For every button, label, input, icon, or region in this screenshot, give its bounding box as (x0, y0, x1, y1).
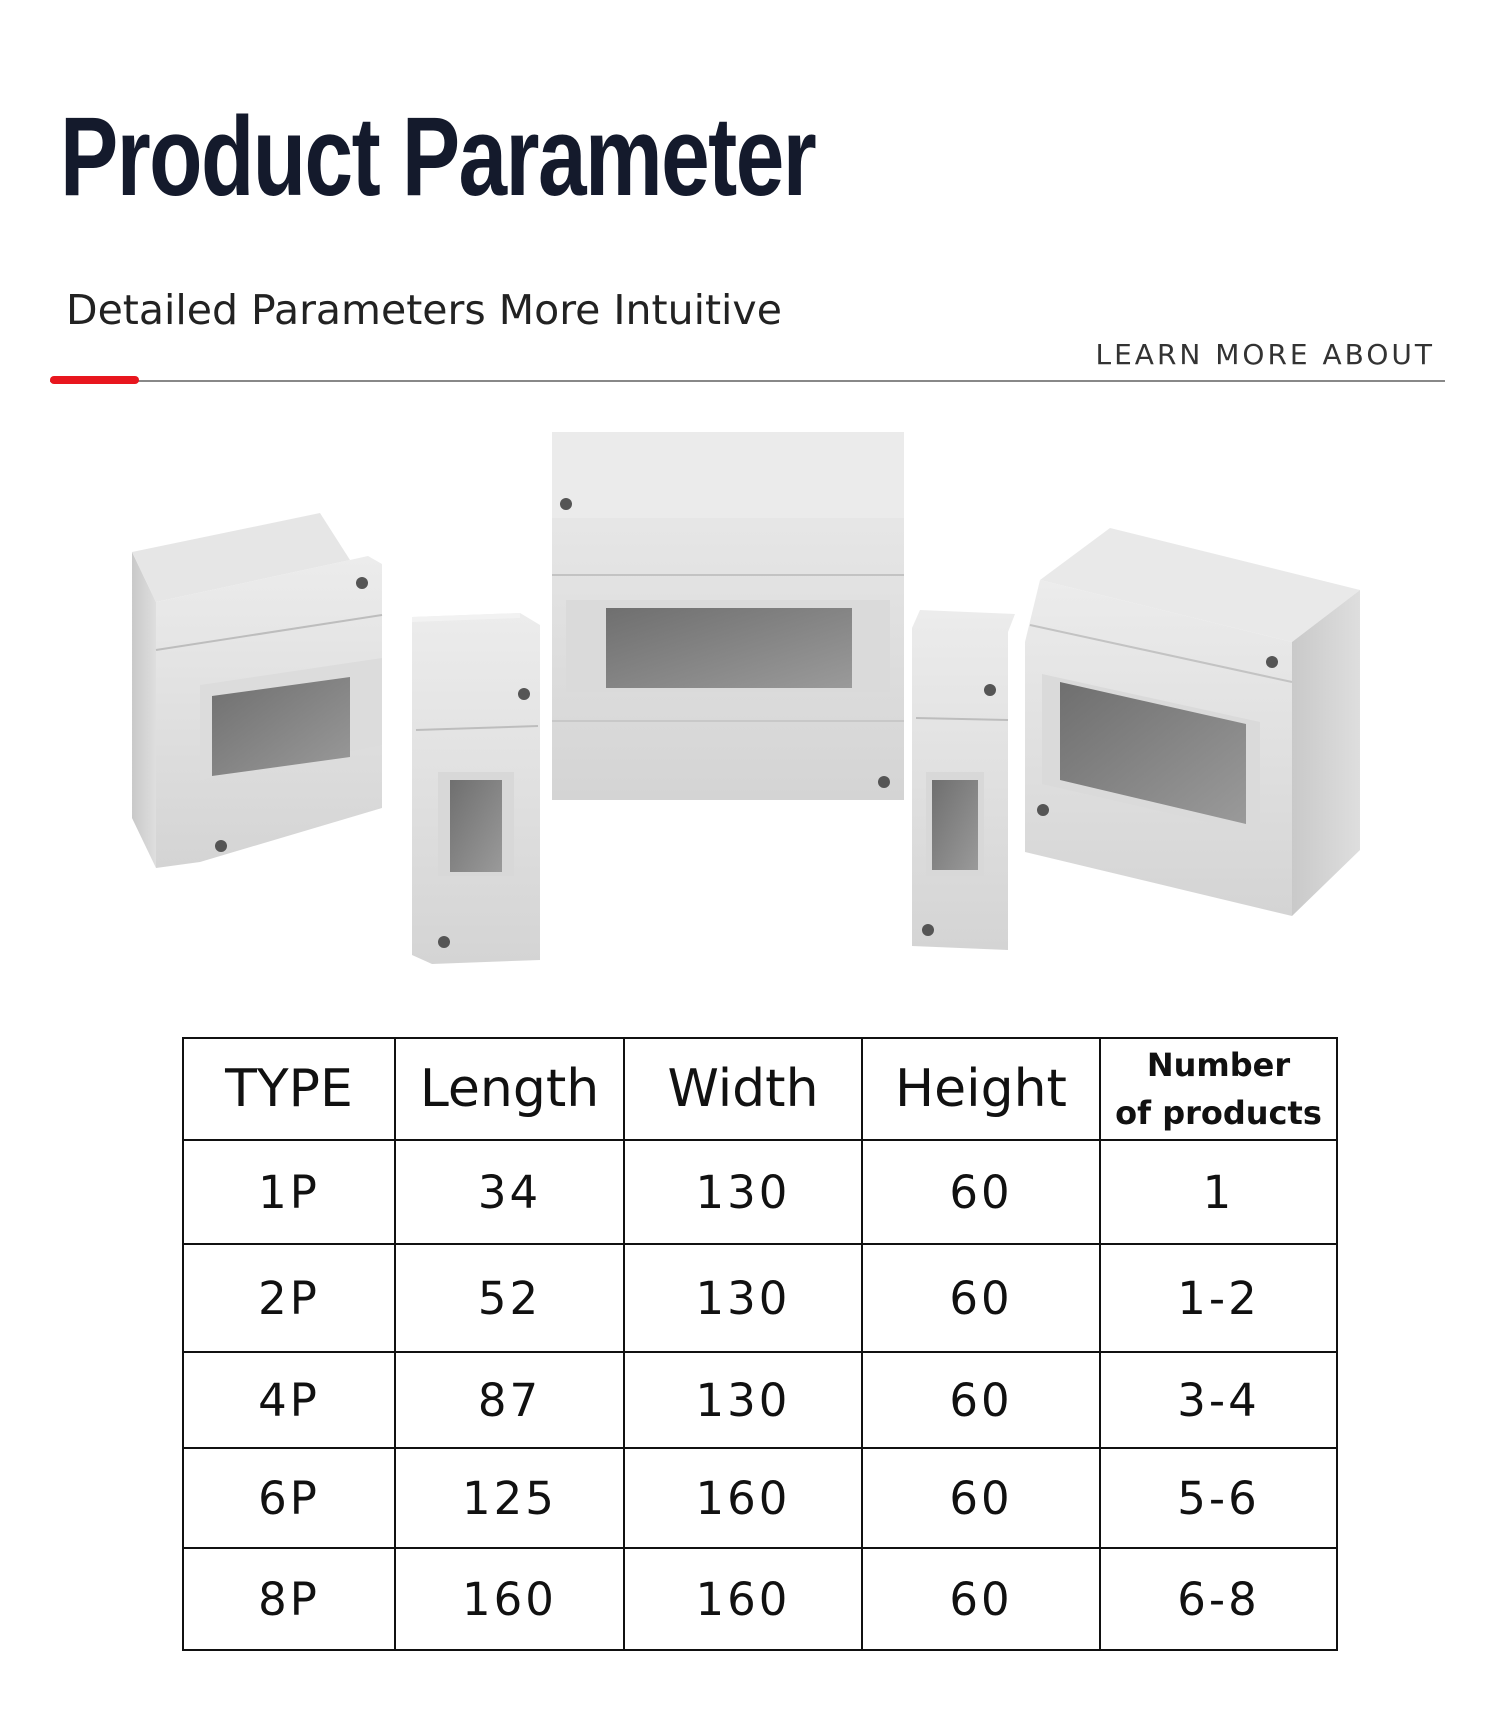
table-row (183, 1548, 1337, 1650)
cell-width: 130 (624, 1140, 862, 1244)
cell-type: 4P (183, 1352, 395, 1448)
cell-type: 2P (183, 1244, 395, 1352)
page-subtitle: Detailed Parameters More Intuitive (66, 286, 782, 334)
column-header-type: TYPE (183, 1038, 395, 1140)
parameter-table (182, 1037, 1338, 1651)
cell-width: 160 (624, 1548, 862, 1650)
cell-number: 5-6 (1100, 1448, 1337, 1548)
cell-height: 60 (862, 1140, 1100, 1244)
cell-length: 160 (395, 1548, 624, 1650)
product-photo (120, 420, 1380, 980)
cell-length: 34 (395, 1140, 624, 1244)
cell-height: 60 (862, 1548, 1100, 1650)
cell-number: 3-4 (1100, 1352, 1337, 1448)
cell-type: 8P (183, 1548, 395, 1650)
cell-number: 1 (1100, 1140, 1337, 1244)
cell-number: 1-2 (1100, 1244, 1337, 1352)
learn-more-link[interactable]: LEARN MORE ABOUT (1095, 338, 1435, 371)
divider-accent (50, 376, 139, 384)
table-row (183, 1448, 1337, 1548)
enclosure-1p-left (412, 613, 540, 964)
cell-width: 160 (624, 1448, 862, 1548)
column-header-length: Length (395, 1038, 624, 1140)
cell-type: 1P (183, 1140, 395, 1244)
cell-height: 60 (862, 1244, 1100, 1352)
column-header-number-line2: of products (1115, 1094, 1322, 1132)
column-header-height: Height (862, 1038, 1100, 1140)
table-row (183, 1352, 1337, 1448)
page-title: Product Parameter (60, 94, 816, 219)
divider-line (50, 380, 1445, 382)
cell-height: 60 (862, 1352, 1100, 1448)
cell-type: 6P (183, 1448, 395, 1548)
cell-length: 52 (395, 1244, 624, 1352)
table-row (183, 1140, 1337, 1244)
cell-width: 130 (624, 1352, 862, 1448)
enclosure-1p-right (912, 610, 1015, 950)
table-header-row (183, 1038, 1337, 1140)
column-header-number (1100, 1038, 1337, 1140)
cell-length: 125 (395, 1448, 624, 1548)
enclosure-6p (1025, 528, 1360, 916)
cell-number: 6-8 (1100, 1548, 1337, 1650)
column-header-width: Width (624, 1038, 862, 1140)
column-header-number-line1: Number (1146, 1046, 1291, 1084)
cell-width: 130 (624, 1244, 862, 1352)
enclosure-8p (552, 432, 904, 800)
cell-height: 60 (862, 1448, 1100, 1548)
cell-length: 87 (395, 1352, 624, 1448)
enclosure-4p (132, 513, 382, 868)
table-row (183, 1244, 1337, 1352)
